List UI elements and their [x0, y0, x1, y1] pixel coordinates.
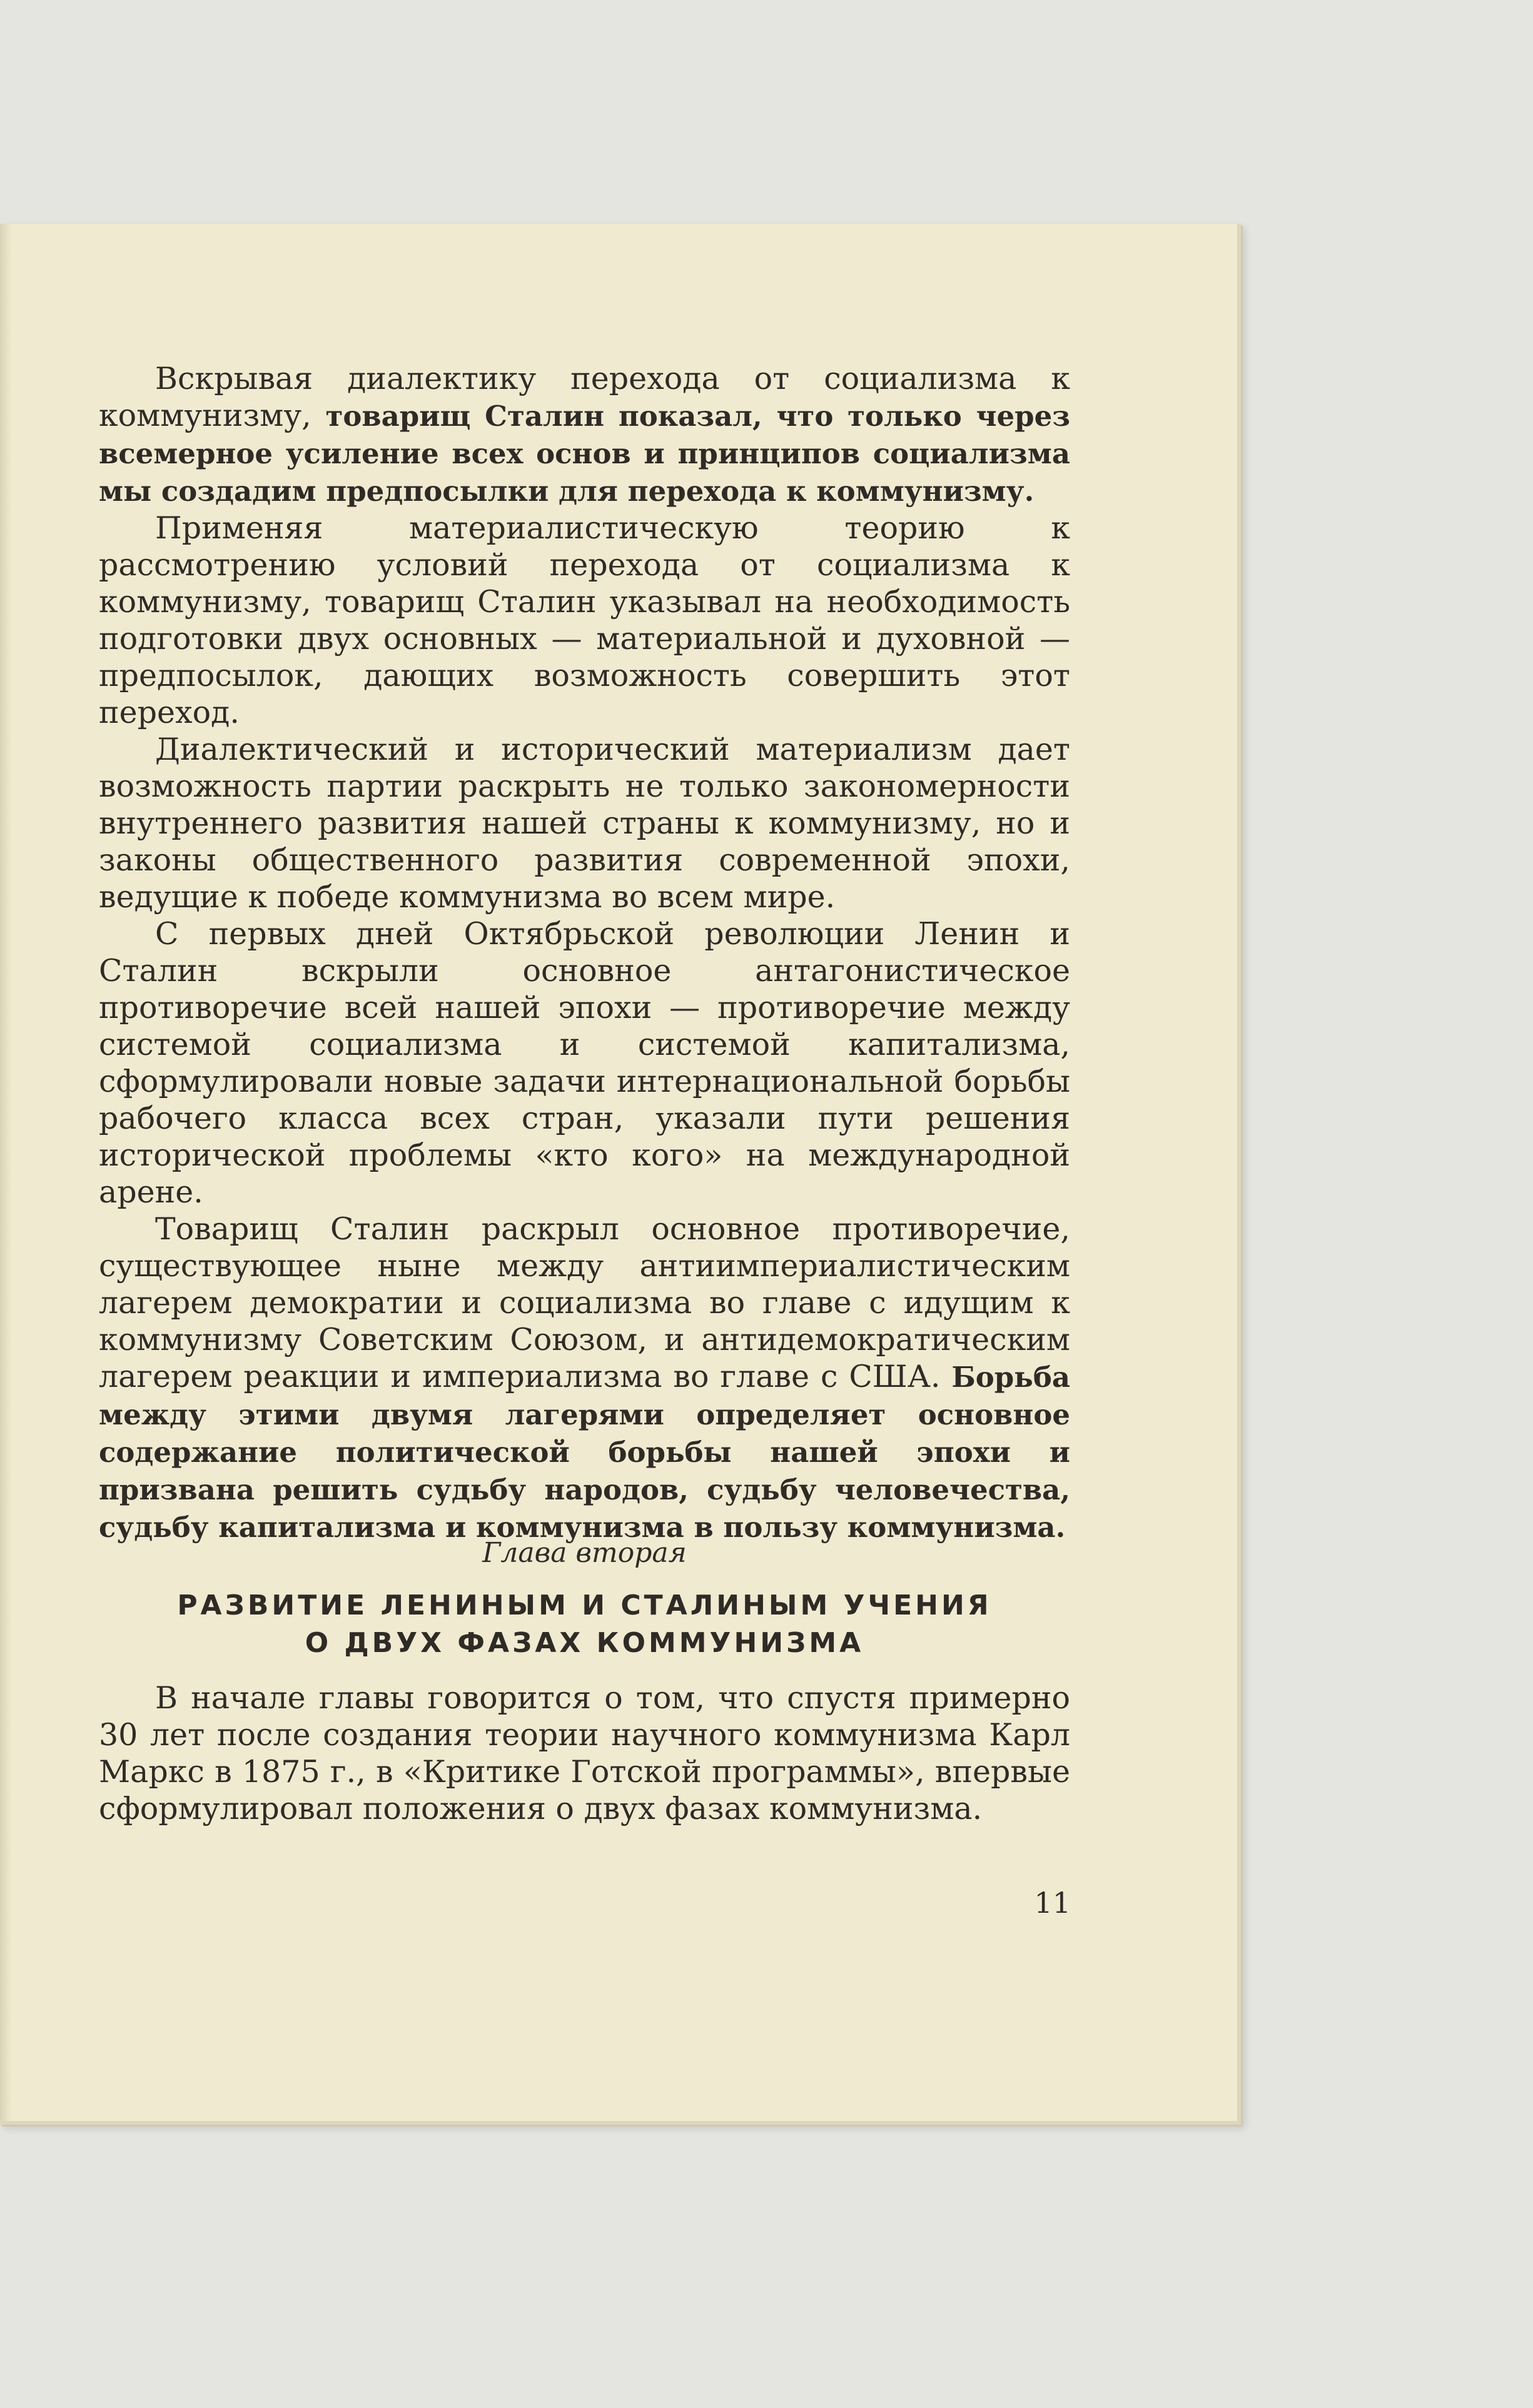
- text-segment: Товарищ Сталин раскрыл основное противоречие, существующее ныне между антиимпериалистическим лагерем демократии и социализма во главе с идущим к коммунизму Советским Союзом, и антидемократическим лагерем реакции и империализма во главе с США.: [99, 1211, 1070, 1394]
- paragraph: [99, 510, 1070, 731]
- text-segment: Применяя материалистическую теорию к рассмотрению условий перехода от социализма к коммунизму, товарищ Сталин указывал на необходимость подготовки двух основных — материальной и духовной — предпосылок, дающих возможность совершить этот переход.: [99, 510, 1070, 730]
- text-segment: Диалектический и исторический материализм дает возможность партии раскрыть не только закономерности внутреннего развития нашей страны к коммунизму, но и законы общественного развития современной эпохи, ведущие к победе коммунизма во всем мире.: [99, 732, 1070, 915]
- page-number: 11: [1034, 1886, 1071, 1920]
- chapter-title-line: О ДВУХ ФАЗАХ КОММУНИЗМА: [305, 1627, 864, 1659]
- paragraph: [99, 1211, 1070, 1546]
- text-segment: В начале главы говорится о том, что спустя примерно 30 лет после создания теории научного коммунизма Карл Маркс в 1875 г., в «Критике Готской программы», впервые сформулировал положения о двух фазах коммунизма.: [99, 1680, 1070, 1826]
- bold-text-segment: товарищ Сталин показал, что только через всемерное усиление всех основ и принципов социализма мы создадим предпосылки для перехода к коммунизму.: [99, 400, 1070, 508]
- chapter-title-line: РАЗВИТИЕ ЛЕНИНЫМ И СТАЛИНЫМ УЧЕНИЯ: [177, 1589, 992, 1621]
- paragraph: [99, 915, 1070, 1211]
- book-page: [0, 224, 1241, 2125]
- paragraph: [99, 360, 1070, 510]
- text-segment: С первых дней Октябрьской революции Ленин и Сталин вскрыли основное антагонистическое противоречие всей нашей эпохи — противоречие между системой социализма и системой капитализма, сформулировали новые задачи интернациональной борьбы рабочего класса всех стран, указали пути решения исторической проблемы «кто кого» на международной арене.: [99, 916, 1070, 1210]
- paragraph: [99, 731, 1070, 915]
- text-block-top: [99, 360, 1070, 1546]
- chapter-label: Глава вторая: [482, 1537, 687, 1569]
- text-segment: Вскрывая диалектику перехода от социализма к коммунизму,: [99, 361, 1070, 433]
- bold-text-segment: Борьба между этими двумя лагерями определяет основное содержание политической борьбы нашей эпохи и призвана решить судьбу народов, судьбу человечества, судьбу капитализма и коммунизма в пользу коммунизма.: [99, 1361, 1070, 1544]
- text-block-bottom: [99, 1680, 1070, 1827]
- paragraph: [99, 1680, 1070, 1827]
- chapter-title: [99, 1587, 1070, 1662]
